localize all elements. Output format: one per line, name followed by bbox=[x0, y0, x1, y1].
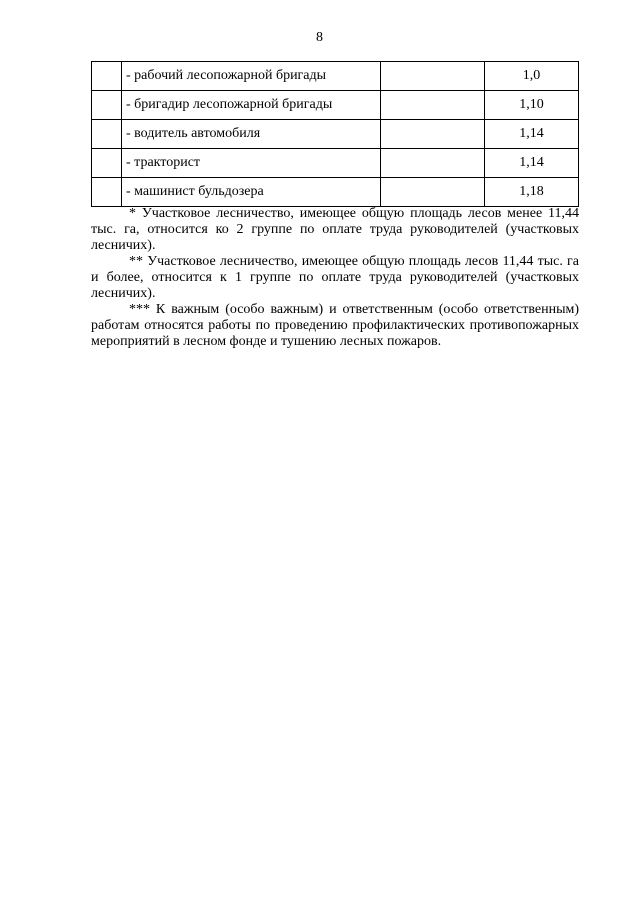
table-cell-empty bbox=[92, 178, 122, 207]
table-cell-empty bbox=[381, 178, 485, 207]
table-row bbox=[92, 149, 579, 178]
position-name: - бригадир лесопожарной бригады bbox=[122, 91, 381, 120]
table-cell-empty bbox=[381, 91, 485, 120]
coefficient-value: 1,10 bbox=[485, 91, 579, 120]
table-row bbox=[92, 91, 579, 120]
footnote-one-star: * Участковое лесничество, имеющее общую площадь лесов менее 11,44 тыс. га, относится ко 2 группе по оплате труда руководителей (участковых лесничих). bbox=[91, 206, 579, 253]
coefficient-value: 1,0 bbox=[485, 62, 579, 91]
table-cell-empty bbox=[381, 149, 485, 178]
position-name: - тракторист bbox=[122, 149, 381, 178]
table-cell-empty bbox=[381, 120, 485, 149]
page-number: 8 bbox=[316, 30, 323, 45]
coefficient-value: 1,14 bbox=[485, 149, 579, 178]
coefficient-value: 1,18 bbox=[485, 178, 579, 207]
table-row bbox=[92, 62, 579, 91]
table-row bbox=[92, 178, 579, 207]
table-cell-empty bbox=[92, 91, 122, 120]
position-name: - машинист бульдозера bbox=[122, 178, 381, 207]
position-name: - водитель автомобиля bbox=[122, 120, 381, 149]
table-row bbox=[92, 120, 579, 149]
table-cell-empty bbox=[92, 149, 122, 178]
footnote-two-stars: ** Участковое лесничество, имеющее общую площадь лесов 11,44 тыс. га и более, относится к 1 группе по оплате труда руководителей (участковых лесничих). bbox=[91, 254, 579, 301]
table-cell-empty bbox=[92, 62, 122, 91]
coefficient-table bbox=[91, 61, 579, 207]
table-cell-empty bbox=[92, 120, 122, 149]
table-cell-empty bbox=[381, 62, 485, 91]
coefficient-value: 1,14 bbox=[485, 120, 579, 149]
footnote-three-stars: *** К важным (особо важным) и ответственным (особо ответственным) работам относятся работы по проведению профилактических противопожарных мероприятий в лесном фонде и тушению лесных пожаров. bbox=[91, 302, 579, 349]
position-name: - рабочий лесопожарной бригады bbox=[122, 62, 381, 91]
footnotes bbox=[91, 206, 579, 350]
